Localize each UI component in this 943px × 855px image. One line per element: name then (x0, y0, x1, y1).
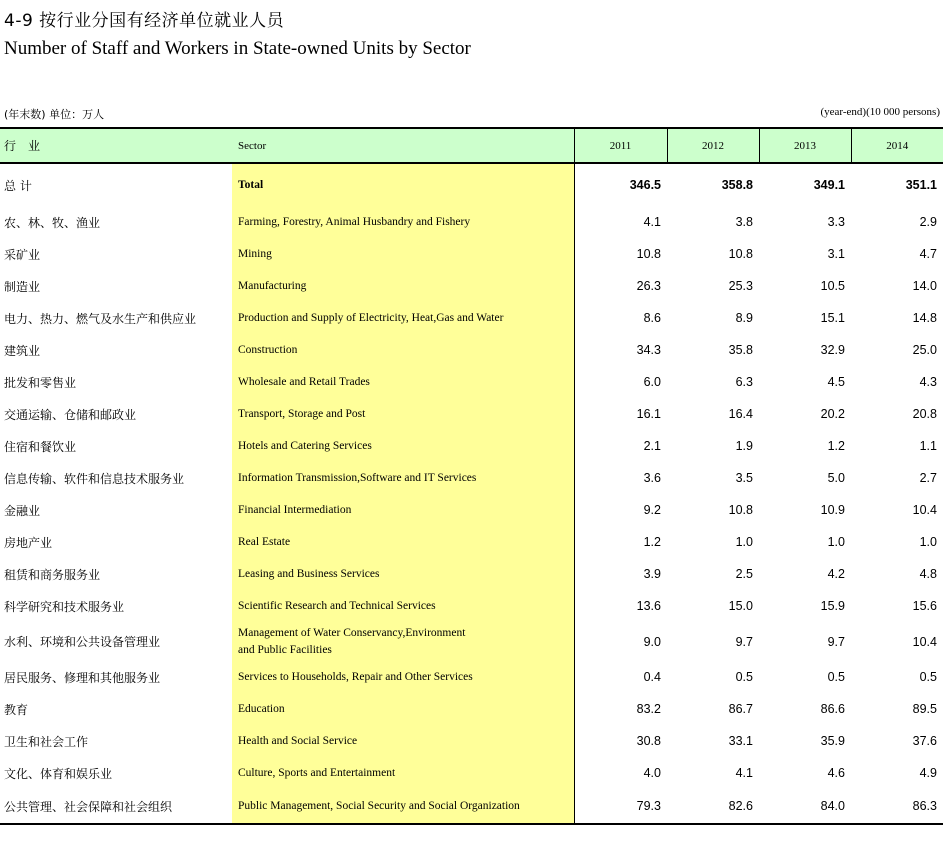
table-row (0, 494, 943, 526)
value-cell-2013: 3.3 (827, 215, 845, 229)
sector-name-en: Financial Intermediation (232, 494, 574, 526)
value-cell-2012: 10.8 (728, 503, 753, 517)
table-body (0, 163, 943, 824)
value-cell-2011: 34.3 (574, 334, 667, 366)
sector-name-cn: 住宿和餐饮业 (0, 430, 232, 462)
value-cell-2011: 2.1 (574, 430, 667, 462)
header-sector-en: Sector (232, 128, 574, 163)
value-cell-2012: 358.8 (721, 178, 753, 192)
value-cell-2012: 3.8 (735, 215, 753, 229)
sector-name-cn: 农、林、牧、渔业 (0, 206, 232, 238)
sector-name-cn: 水利、环境和公共设备管理业 (0, 622, 232, 661)
value-cell-2014: 10.4 (912, 634, 937, 649)
page-title-en: Number of Staff and Workers in State-owned Units by Sector (4, 38, 471, 59)
table-row (0, 693, 943, 725)
value-cell-2012: 6.3 (735, 375, 753, 389)
value-cell-2012: 33.1 (728, 734, 753, 748)
value-cell-2014: 4.9 (919, 766, 937, 780)
value-cell-2012: 1.9 (735, 439, 753, 453)
table-row (0, 366, 943, 398)
sector-name-en: Education (232, 693, 574, 725)
sector-name-en: Construction (232, 334, 574, 366)
sector-name-en: Health and Social Service (232, 725, 574, 757)
page-title-cn: 4-9 按行业分国有经济单位就业人员 (4, 11, 285, 31)
table-row (0, 526, 943, 558)
value-cell-2011: 3.9 (574, 558, 667, 590)
value-cell-2014: 37.6 (912, 734, 937, 748)
value-cell-2011: 83.2 (574, 693, 667, 725)
value-cell-2014: 4.3 (919, 375, 937, 389)
table-row (0, 334, 943, 366)
table-row (0, 558, 943, 590)
sector-name-en-line: Management of Water Conservancy,Environment (238, 626, 466, 639)
table-row (0, 789, 943, 824)
sector-name-cn: 金融业 (0, 494, 232, 526)
value-cell-2011: 9.2 (574, 494, 667, 526)
value-cell-2011: 9.0 (574, 622, 667, 661)
sector-name-en: Information Transmission,Software and IT Services (232, 462, 574, 494)
value-cell-2014: 2.9 (919, 215, 937, 229)
sector-name-cn: 教育 (0, 693, 232, 725)
table-row (0, 757, 943, 789)
value-cell-2012: 35.8 (728, 343, 753, 357)
value-cell-2013: 35.9 (820, 734, 845, 748)
value-cell-2013: 5.0 (827, 471, 845, 485)
table-row-total (0, 163, 943, 206)
sector-name-cn: 公共管理、社会保障和社会组织 (0, 789, 232, 824)
table-row (0, 590, 943, 622)
sector-name-en: Mining (232, 238, 574, 270)
value-cell-2014: 86.3 (851, 789, 943, 824)
table-row (0, 661, 943, 693)
unit-note-cn: (年末数) 单位：万人 (4, 108, 105, 121)
value-cell-2014: 20.8 (912, 407, 937, 421)
value-cell-2013: 10.5 (820, 279, 845, 293)
sector-name-cn: 租赁和商务服务业 (0, 558, 232, 590)
sector-name-en: Wholesale and Retail Trades (232, 366, 574, 398)
table-row (0, 238, 943, 270)
sector-name-cn: 卫生和社会工作 (0, 725, 232, 757)
sector-name-cn: 制造业 (0, 270, 232, 302)
value-cell-2014: 351.1 (905, 178, 937, 192)
value-cell-2014: 14.0 (912, 279, 937, 293)
sector-name-cn: 房地产业 (0, 526, 232, 558)
value-cell-2012: 16.4 (728, 407, 753, 421)
value-cell-2012: 1.0 (735, 535, 753, 549)
sector-name-en: Hotels and Catering Services (232, 430, 574, 462)
value-cell-2011: 0.4 (574, 661, 667, 693)
sector-name-en (232, 622, 574, 661)
value-cell-2013: 4.5 (827, 375, 845, 389)
sector-name-cn: 交通运输、仓储和邮政业 (0, 398, 232, 430)
value-cell-2013: 4.2 (827, 567, 845, 581)
sector-name-en: Public Management, Social Security and Social Organization (232, 789, 574, 824)
value-cell-2013: 84.0 (759, 789, 851, 824)
sector-name-en: Culture, Sports and Entertainment (232, 757, 574, 789)
value-cell-2012: 2.5 (735, 567, 753, 581)
value-cell-2012: 10.8 (728, 247, 753, 261)
value-cell-2012: 82.6 (667, 789, 759, 824)
value-cell-2012: 0.5 (735, 670, 753, 684)
value-cell-2013: 1.0 (827, 535, 845, 549)
value-cell-2011: 3.6 (574, 462, 667, 494)
sector-name-cn: 科学研究和技术服务业 (0, 590, 232, 622)
header-year: 2013 (759, 128, 851, 163)
value-cell-2013: 4.6 (827, 766, 845, 780)
sector-name-en: Transport, Storage and Post (232, 398, 574, 430)
sector-name-en: Leasing and Business Services (232, 558, 574, 590)
sector-table (0, 127, 943, 825)
value-cell-2014: 89.5 (912, 702, 937, 716)
value-cell-2012: 4.1 (735, 766, 753, 780)
value-cell-2012: 8.9 (735, 311, 753, 325)
value-cell-2012: 15.0 (728, 599, 753, 613)
sector-name-cn: 文化、体育和娱乐业 (0, 757, 232, 789)
value-cell-2011: 6.0 (574, 366, 667, 398)
sector-name-en: Scientific Research and Technical Services (232, 590, 574, 622)
value-cell-2014: 14.8 (912, 311, 937, 325)
value-cell-2013: 1.2 (827, 439, 845, 453)
sector-name-en: Manufacturing (232, 270, 574, 302)
value-cell-2013: 20.2 (820, 407, 845, 421)
value-cell-2013: 15.1 (820, 311, 845, 325)
sector-name-en: Total (232, 163, 574, 206)
sector-name-cn: 批发和零售业 (0, 366, 232, 398)
sector-name-cn: 建筑业 (0, 334, 232, 366)
value-cell-2013: 32.9 (820, 343, 845, 357)
header-sector-cn: 行 业 (0, 128, 232, 163)
sector-name-en: Services to Households, Repair and Other Services (232, 661, 574, 693)
sector-name-en: Real Estate (232, 526, 574, 558)
value-cell-2011: 8.6 (574, 302, 667, 334)
value-cell-2014: 4.8 (919, 567, 937, 581)
value-cell-2011: 26.3 (574, 270, 667, 302)
sector-name-cn: 居民服务、修理和其他服务业 (0, 661, 232, 693)
value-cell-2012: 25.3 (728, 279, 753, 293)
sector-name-en: Farming, Forestry, Animal Husbandry and Fishery (232, 206, 574, 238)
value-cell-2014: 4.7 (919, 247, 937, 261)
sector-name-cn: 采矿业 (0, 238, 232, 270)
value-cell-2011: 30.8 (574, 725, 667, 757)
value-cell-2014: 0.5 (919, 670, 937, 684)
value-cell-2013: 9.7 (827, 634, 845, 649)
header-year: 2011 (574, 128, 667, 163)
value-cell-2012: 3.5 (735, 471, 753, 485)
value-cell-2014: 15.6 (912, 599, 937, 613)
value-cell-2014: 25.0 (912, 343, 937, 357)
table-header-row (0, 128, 943, 163)
value-cell-2011: 79.3 (574, 789, 667, 824)
value-cell-2011: 16.1 (574, 398, 667, 430)
header-year: 2014 (851, 128, 943, 163)
table-row (0, 302, 943, 334)
sector-name-cn: 电力、热力、燃气及水生产和供应业 (0, 302, 232, 334)
value-cell-2013: 3.1 (827, 247, 845, 261)
value-cell-2013: 349.1 (813, 178, 845, 192)
sector-name-en: Production and Supply of Electricity, Heat,Gas and Water (232, 302, 574, 334)
value-cell-2014: 1.1 (919, 439, 937, 453)
value-cell-2013: 0.5 (827, 670, 845, 684)
header-year: 2012 (667, 128, 759, 163)
sector-name-en-line: and Public Facilities (238, 643, 332, 656)
table-row (0, 622, 943, 661)
table-row (0, 206, 943, 238)
table-row (0, 398, 943, 430)
sector-name-cn: 总 计 (0, 163, 232, 206)
value-cell-2014: 10.4 (912, 503, 937, 517)
value-cell-2011: 13.6 (574, 590, 667, 622)
table-row (0, 270, 943, 302)
unit-note-en: (year-end)(10 000 persons) (820, 106, 940, 118)
value-cell-2013: 10.9 (820, 503, 845, 517)
value-cell-2011: 4.1 (574, 206, 667, 238)
value-cell-2014: 2.7 (919, 471, 937, 485)
sector-name-cn: 信息传输、软件和信息技术服务业 (0, 462, 232, 494)
table-row (0, 725, 943, 757)
value-cell-2012: 9.7 (735, 634, 753, 649)
value-cell-2011: 4.0 (574, 757, 667, 789)
value-cell-2013: 15.9 (820, 599, 845, 613)
value-cell-2014: 1.0 (919, 535, 937, 549)
value-cell-2011: 10.8 (574, 238, 667, 270)
value-cell-2011: 1.2 (574, 526, 667, 558)
value-cell-2013: 86.6 (820, 702, 845, 716)
value-cell-2011: 346.5 (574, 163, 667, 206)
table-row (0, 462, 943, 494)
table-row (0, 430, 943, 462)
value-cell-2012: 86.7 (728, 702, 753, 716)
